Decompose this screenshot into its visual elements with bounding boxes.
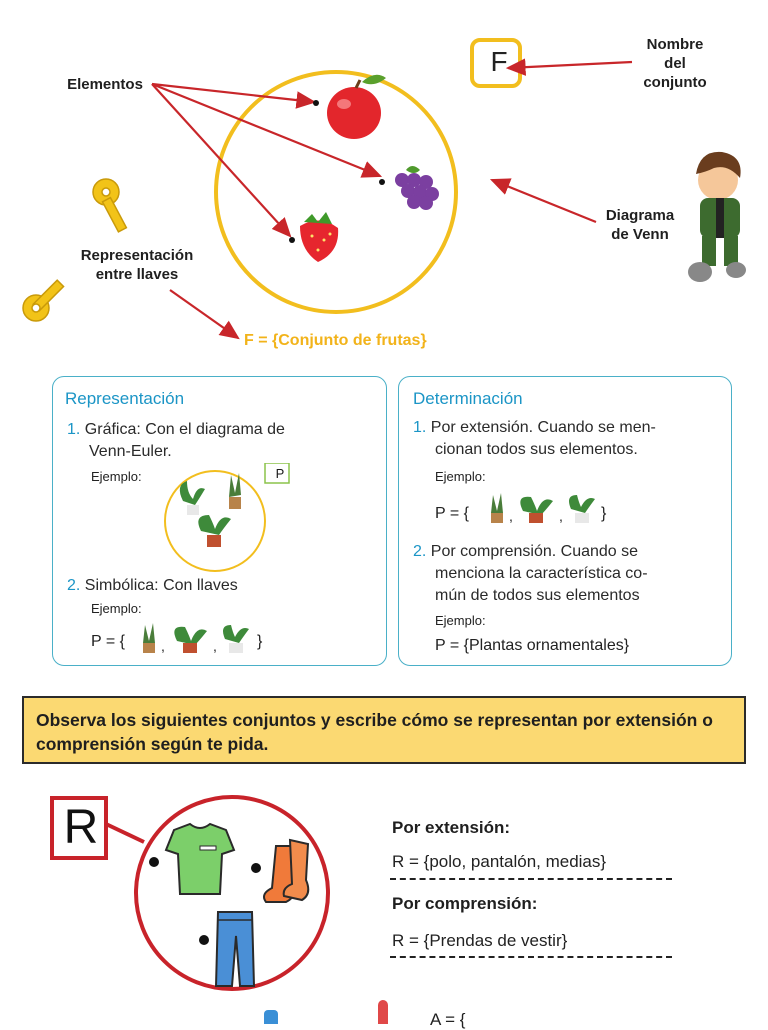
extension-set-suffix: } (601, 505, 607, 522)
bottle-icon (264, 1010, 278, 1024)
plant-icon (174, 627, 207, 653)
plant-icon (520, 497, 553, 523)
symbolic-set-prefix: P = { (91, 633, 125, 650)
panel-determinacion (398, 376, 732, 666)
panel-title: Representación (65, 389, 185, 408)
shirt-icon (166, 824, 234, 894)
example-label: Ejemplo: (435, 613, 486, 628)
next-set-partial: A = { (430, 1010, 466, 1029)
answer-por-comprension: R = {Prendas de vestir} (392, 931, 568, 950)
plant-icon (223, 625, 249, 653)
svg-text:,: , (559, 508, 563, 524)
plant-icon (491, 493, 503, 523)
plant-icon (180, 481, 205, 515)
example-label: Ejemplo: (91, 601, 142, 616)
plants-row (139, 621, 263, 655)
item-por-comprension: 2. Por comprensión. Cuando se menciona la característica co- mún de todos sus elementos (413, 543, 648, 604)
example-label: Ejemplo: (435, 469, 486, 484)
svg-text:,: , (509, 508, 513, 524)
plants-row (487, 491, 607, 525)
answer-line (390, 956, 672, 958)
item-por-extension: 1. Por extensión. Cuando se men- cionan todos sus elementos. (413, 419, 656, 458)
set-r-name: R (63, 801, 99, 854)
cartoon-character-icon (688, 152, 746, 282)
plant-icon (198, 515, 231, 547)
svg-text:,: , (161, 638, 165, 654)
instruction-banner (22, 696, 746, 764)
set-name-f: F (490, 46, 508, 77)
plant-icon (569, 495, 595, 523)
symbolic-set-suffix: } (257, 633, 263, 650)
instruction-text: Observa los siguientes conjuntos y escribe cómo se representan por extensión o comprensión según te pida. (36, 710, 713, 754)
set-notation-fruits: F = {Conjunto de frutas} (244, 332, 427, 349)
label-representacion-entre-llaves: Representación entre llaves (80, 247, 194, 283)
key-icon (23, 280, 64, 321)
apple-icon (327, 75, 386, 139)
label-nombre-del-conjunto: Nombre del conjunto (643, 36, 707, 91)
comprehension-set: P = {Plantas ornamentales} (435, 637, 630, 654)
grapes-icon (395, 166, 439, 210)
extension-set-prefix: P = { (435, 505, 469, 522)
example-label: Ejemplo: (91, 469, 142, 484)
panel-representacion (52, 376, 387, 666)
plant-icon (229, 473, 241, 509)
svg-text:,: , (213, 638, 217, 654)
plants-set-name: P (275, 466, 285, 481)
label-por-comprension: Por comprensión: (392, 894, 538, 913)
panel-title: Determinación (413, 389, 523, 408)
item-grafica: 1. Gráfica: Con el diagrama de Venn-Euler. (67, 421, 285, 460)
socks-icon (264, 840, 308, 902)
label-diagrama-de-venn: Diagrama de Venn (605, 207, 675, 243)
answer-line (390, 878, 672, 880)
label-elementos: Elementos (67, 76, 143, 93)
strawberry-icon (300, 212, 338, 262)
answer-por-extension: R = {polo, pantalón, medias} (392, 852, 607, 871)
label-por-extension: Por extensión: (392, 818, 511, 837)
radish-icon (378, 1000, 388, 1024)
key-icon (93, 179, 126, 232)
pants-icon (216, 912, 254, 986)
item-simbolica: 2. Simbólica: Con llaves (67, 577, 238, 594)
plant-icon (143, 623, 155, 653)
